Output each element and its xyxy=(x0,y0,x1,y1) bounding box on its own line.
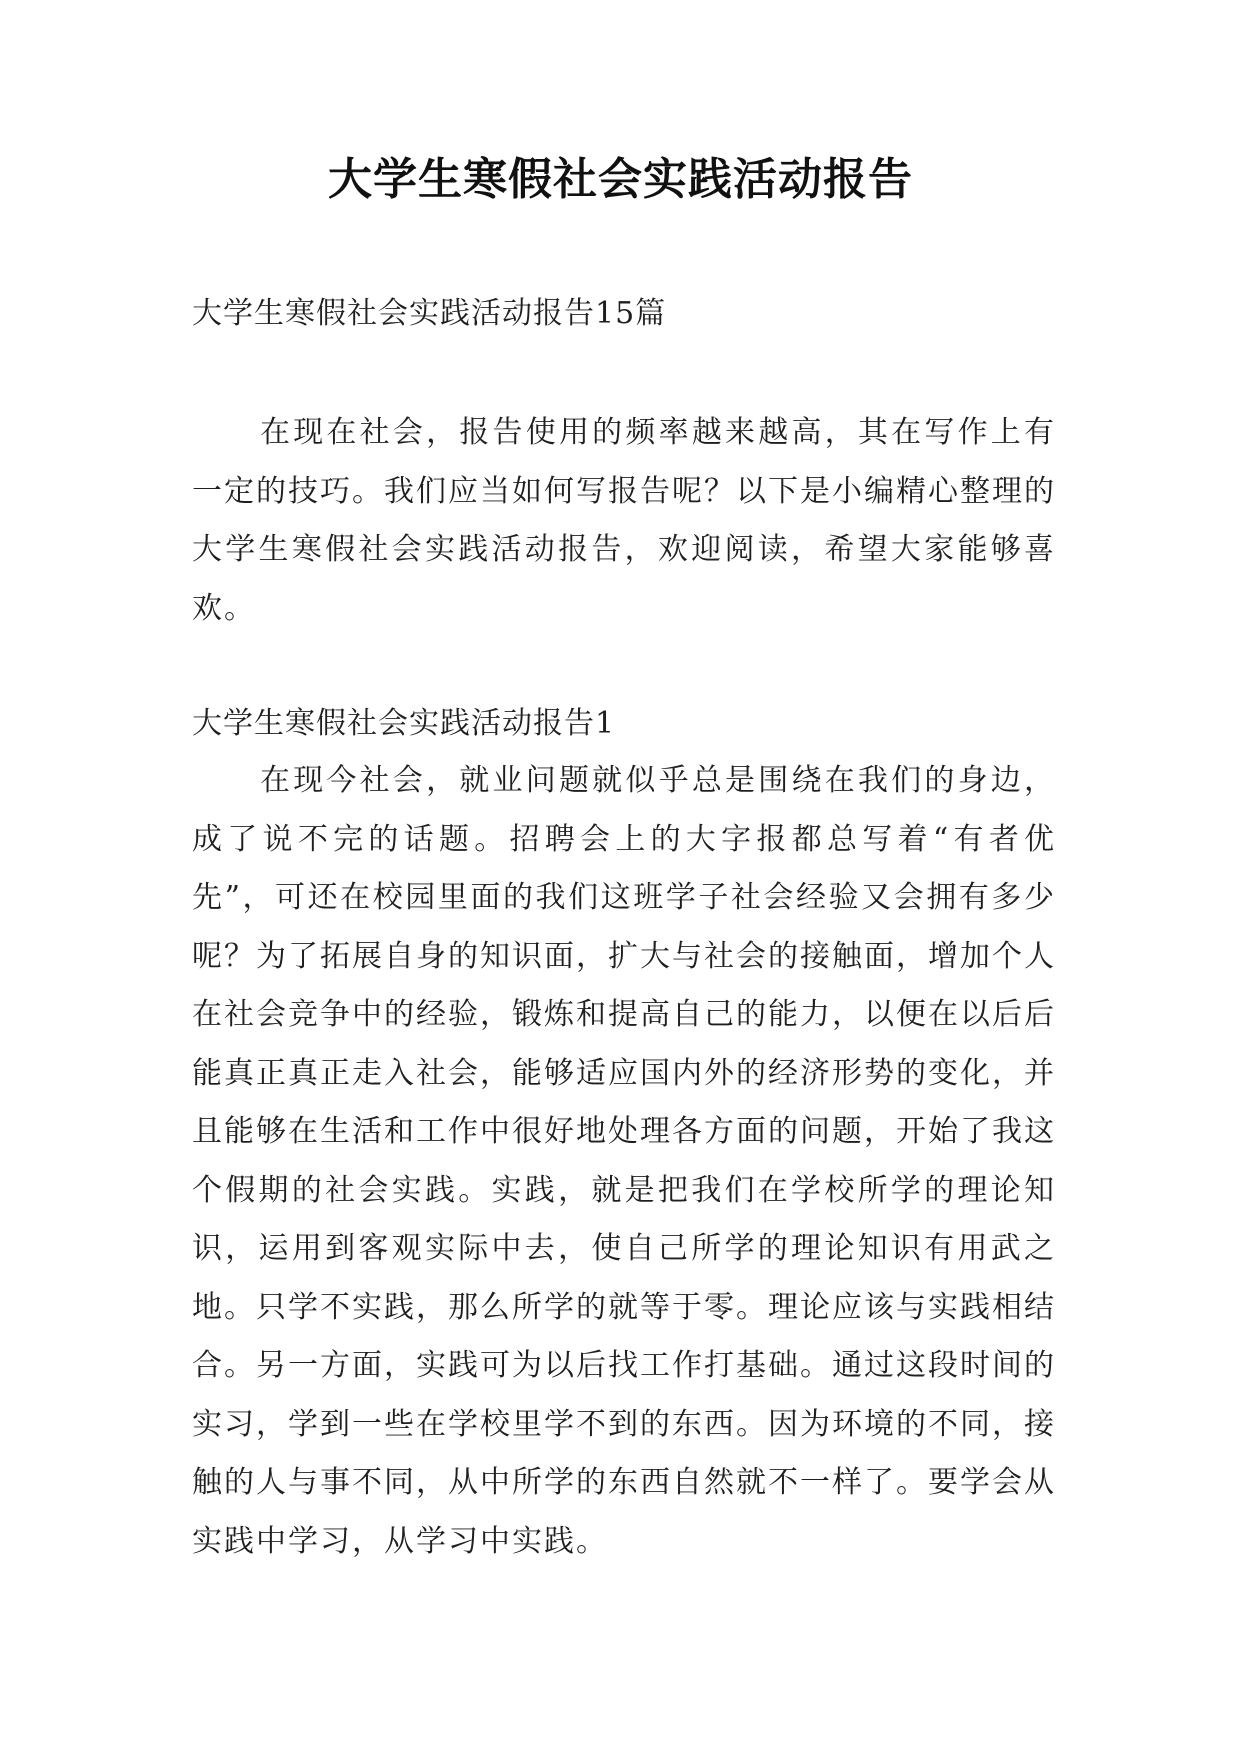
section-heading: 大学生寒假社会实践活动报告1 xyxy=(192,706,616,741)
document-title: 大学生寒假社会实践活动报告 xyxy=(328,154,913,205)
intro-paragraph: 在现在社会，报告使用的频率越来越高，其在写作上有一定的技巧。我们应当如何写报告呢？以下是小编精心整理的大学生寒假社会实践活动报告，欢迎阅读，希望大家能够喜欢。 xyxy=(192,415,1056,626)
document-subtitle: 大学生寒假社会实践活动报告15篇 xyxy=(192,296,667,331)
section-body-paragraph: 在现今社会，就业问题就似乎总是围绕在我们的身边，成了说不完的话题。招聘会上的大字报都总写着“有者优先”，可还在校园里面的我们这班学子社会经验又会拥有多少呢？为了拓展自身的知识面，扩大与社会的接触面，增加个人在社会竞争中的经验，锻炼和提高自己的能力，以便在以后后能真正真正走入社会，能够适应国内外的经济形势的变化，并且能够在生活和工作中很好地处理各方面的问题，开始了我这个假期的社会实践。实践，就是把我们在学校所学的理论知识，运用到客观实际中去，使自己所学的理论知识有用武之地。只学不实践，那么所学的就等于零。理论应该与实践相结合。另一方面，实践可为以后找工作打基础。通过这段时间的实习，学到一些在学校里学不到的东西。因为环境的不同，接触的人与事不同，从中所学的东西自然就不一样了。要学会从实践中学习，从学习中实践。 xyxy=(192,763,1056,1559)
